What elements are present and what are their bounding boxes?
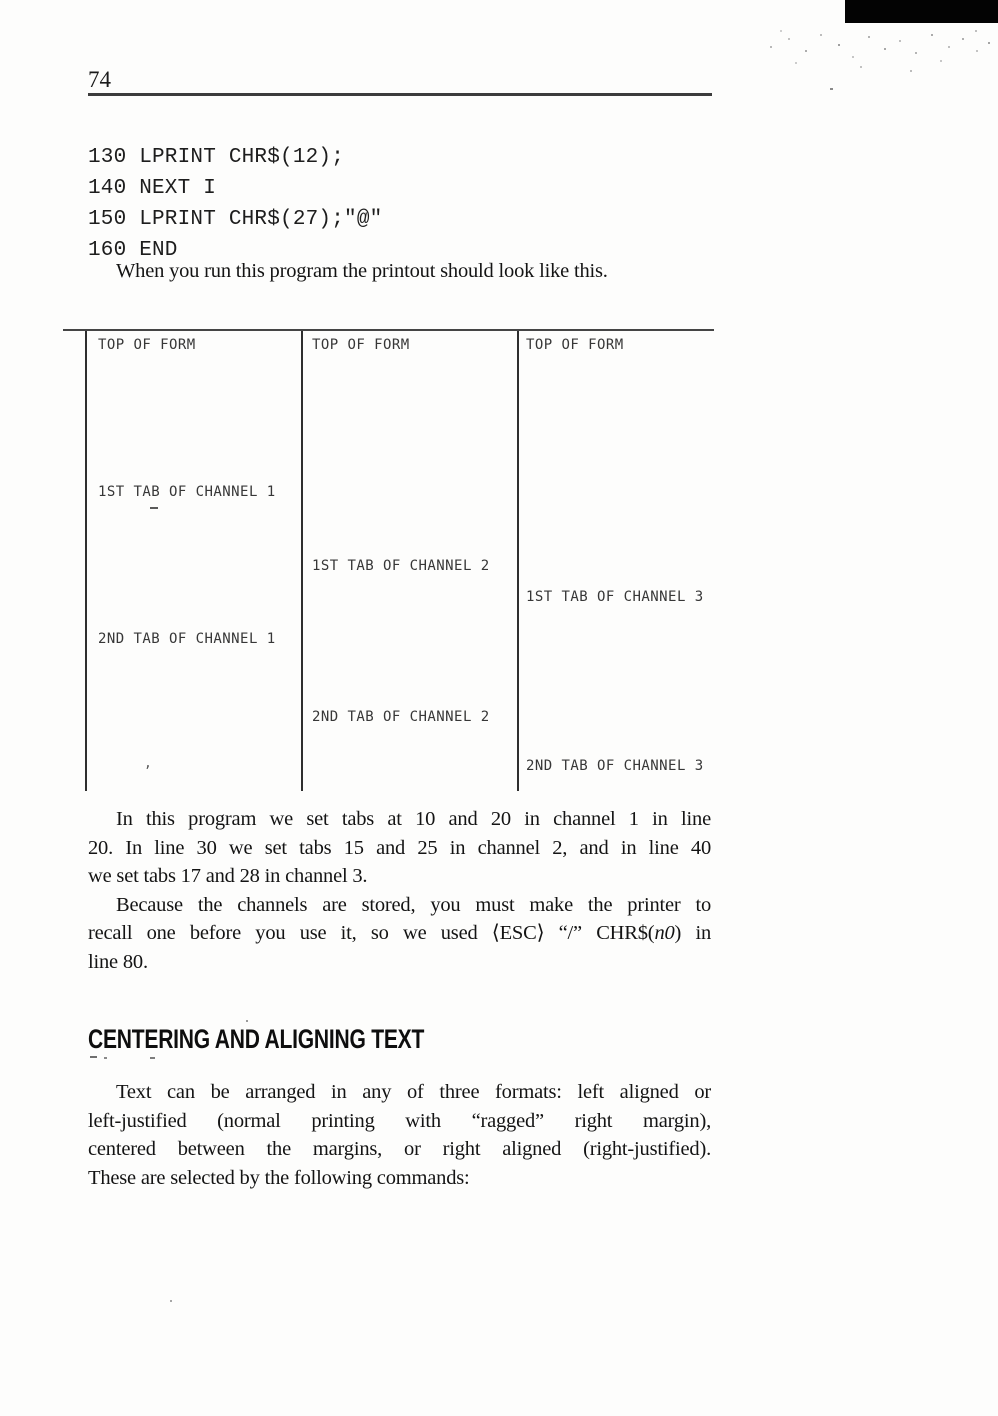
recall-line2-variable: n0 <box>654 922 675 944</box>
figure-top-rule <box>63 329 714 331</box>
figure-artifact-dash <box>150 507 158 509</box>
figure-column-divider <box>85 331 87 791</box>
paragraph-line <box>88 919 711 948</box>
scan-speck <box>830 88 833 90</box>
figure-label-top-of-form-2: TOP OF FORM <box>312 337 410 353</box>
scan-mark <box>90 1056 97 1058</box>
scan-mark <box>150 1057 155 1059</box>
formats-paragraph <box>88 1078 711 1192</box>
paragraph-line: In this program we set tabs at 10 and 20 in channel 1 in line <box>116 808 711 830</box>
figure-label-ch1-tab2: 2ND TAB OF CHANNEL 1 <box>98 631 276 647</box>
scan-noise-speckles <box>0 0 2 2</box>
code-line: 130 LPRINT CHR$(12); <box>88 146 345 169</box>
code-line: 160 END <box>88 239 178 262</box>
paragraph-line: When you run this program the printout should look like this. <box>116 260 608 282</box>
intro-paragraph <box>88 257 711 286</box>
figure-column-divider <box>301 331 303 791</box>
page-number: 74 <box>88 67 111 92</box>
paragraph-line: Text can be arranged in any of three formats: left aligned or <box>116 1081 711 1103</box>
scan-mark <box>104 1057 107 1059</box>
code-listing <box>88 142 382 266</box>
figure-label-top-of-form-1: TOP OF FORM <box>98 337 196 353</box>
figure-artifact-comma: , <box>144 756 152 771</box>
scan-speck <box>170 1300 172 1302</box>
paragraph-line: 20. In line 30 we set tabs 15 and 25 in channel 2, and in line 40 <box>88 836 711 859</box>
paragraph-line: centered between the margins, or right aligned (right-justified). <box>88 1138 711 1160</box>
paragraph-line: Because the channels are stored, you must make the printer to <box>116 893 711 916</box>
code-line: 140 NEXT I <box>88 177 217 200</box>
scan-black-bar <box>845 0 998 23</box>
figure-label-top-of-form-3: TOP OF FORM <box>526 337 624 353</box>
figure-label-ch2-tab2: 2ND TAB OF CHANNEL 2 <box>312 709 490 725</box>
tabs-paragraphs <box>88 805 711 976</box>
recall-line2-pre: recall one before you use it, so we used ⟨ESC⟩ “/” CHR$( <box>88 922 655 944</box>
header-rule <box>88 93 712 96</box>
paragraph-line: These are selected by the following commands: <box>88 1166 470 1189</box>
figure-label-ch3-tab1: 1ST TAB OF CHANNEL 3 <box>526 589 704 605</box>
recall-line2-post: ) in <box>674 922 711 944</box>
paragraph-line: left-justified (normal printing with “ragged” right margin), <box>88 1109 711 1132</box>
paragraph-line: we set tabs 17 and 28 in channel 3. <box>88 865 368 887</box>
figure-column-divider <box>517 331 519 791</box>
code-line: 150 LPRINT CHR$(27);"@" <box>88 208 383 231</box>
figure-label-ch3-tab2: 2ND TAB OF CHANNEL 3 <box>526 758 704 774</box>
paragraph-line: line 80. <box>88 950 148 973</box>
section-heading: CENTERING AND ALIGNING TEXT <box>88 1024 425 1054</box>
scan-speck <box>246 1020 248 1022</box>
figure-label-ch1-tab1: 1ST TAB OF CHANNEL 1 <box>98 484 276 500</box>
figure-label-ch2-tab1: 1ST TAB OF CHANNEL 2 <box>312 558 490 574</box>
